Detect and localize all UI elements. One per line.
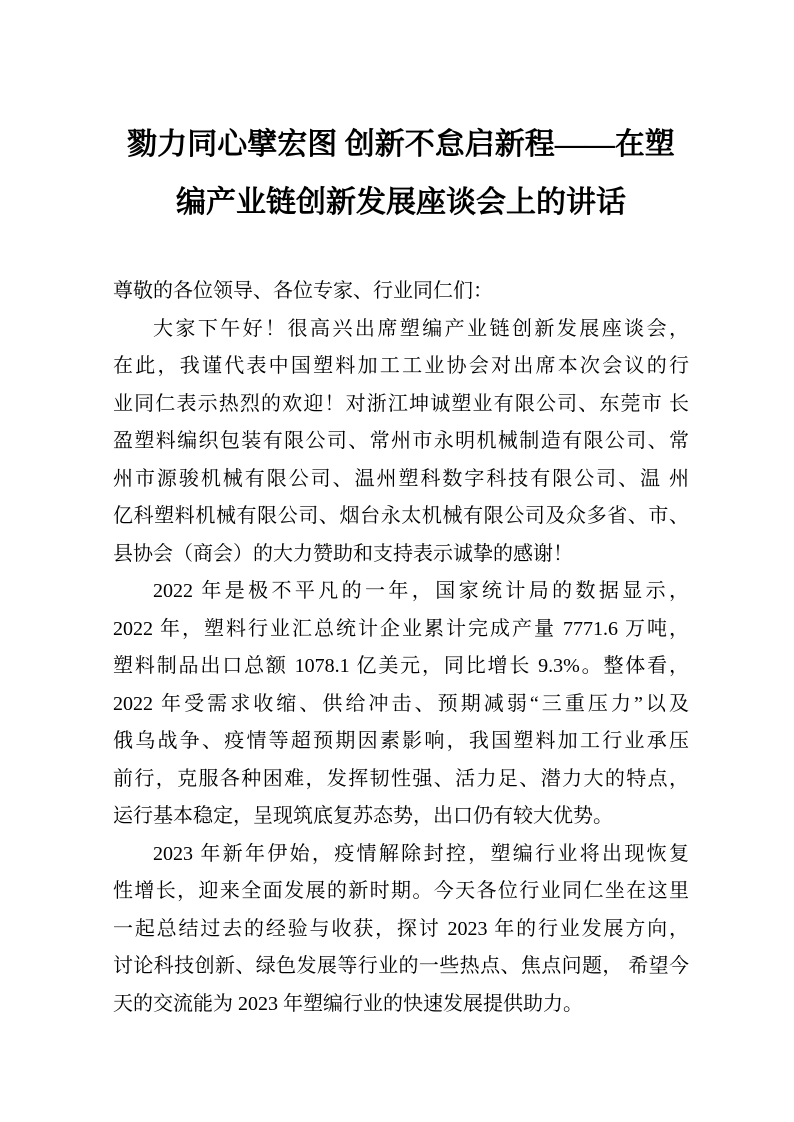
text-line: 俄乌战争、疫情等超预期因素影响，我国塑料加工行业承压	[113, 730, 689, 752]
text-line: 运行基本稳定，呈现筑底复苏态势，出口仍有较大优势。	[113, 805, 613, 827]
document-title	[113, 116, 689, 232]
paragraph	[113, 836, 689, 1024]
text-line: 业同仁表示热烈的欢迎！对浙江坤诚塑业有限公司、东莞市 长	[113, 392, 689, 415]
text-line: 2022 年，塑料行业汇总统计企业累计完成产量 7771.6 万吨，	[113, 617, 689, 640]
paragraph	[113, 273, 689, 311]
text-line: 塑料制品出口总额 1078.1 亿美元，同比增长 9.3%。整体看，	[113, 655, 689, 677]
text-line: 2022 年受需求收缩、供给冲击、预期减弱“三重压力”以及	[113, 692, 689, 715]
text-line: 性增长，迎来全面发展的新时期。今天各位行业同仁坐在这里	[113, 880, 689, 902]
title-line-2: 编产业链创新发展座谈会上的讲话	[176, 186, 626, 219]
paragraph	[113, 573, 689, 836]
text-line: 大家下午好！很高兴出席塑编产业链创新发展座谈会，	[153, 317, 689, 340]
text-line: 在此，我谨代表中国塑料加工工业协会对出席本次会议的行	[113, 355, 689, 377]
text-line: 2022 年是极不平凡的一年，国家统计局的数据显示，	[153, 580, 689, 602]
text-line: 前行，克服各种困难，发挥韧性强、活力足、潜力大的特点，	[113, 767, 689, 790]
text-line: 2023 年新年伊始，疫情解除封控，塑编行业将出现恢复	[153, 842, 689, 865]
text-line: 天的交流能为 2023 年塑编行业的快速发展提供助力。	[113, 992, 583, 1015]
document-body	[113, 273, 689, 1023]
title-line-1: 勠力同心擘宏图 创新不怠启新程——在塑	[127, 128, 675, 161]
text-line: 县协会（商会）的大力赞助和支持表示诚挚的感谢！	[113, 542, 573, 565]
text-line: 亿科塑料机械有限公司、烟台永太机械有限公司及众多省、市、	[113, 505, 689, 527]
text-line: 讨论科技创新、绿色发展等行业的一些热点、焦点问题， 希望今	[113, 955, 689, 977]
text-line: 盈塑料编织包装有限公司、常州市永明机械制造有限公司、常	[113, 430, 689, 452]
text-line: 一起总结过去的经验与收获，探讨 2023 年的行业发展方向，	[113, 917, 689, 940]
text-line: 州市源骏机械有限公司、温州塑科数字科技有限公司、温 州	[113, 467, 689, 490]
paragraph	[113, 311, 689, 574]
text-line: 尊敬的各位领导、各位专家、行业同仁们：	[113, 280, 493, 302]
